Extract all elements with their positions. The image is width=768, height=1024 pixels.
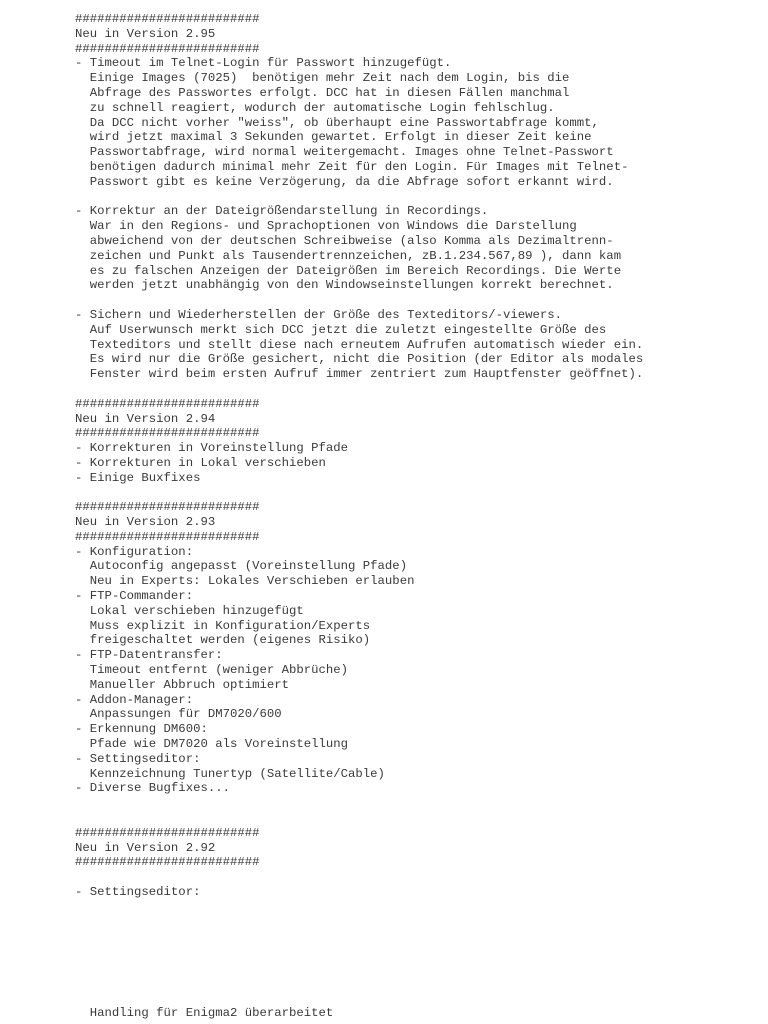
blank-line [75, 382, 643, 397]
version-heading: Neu in Version 2.93 [75, 515, 216, 530]
text-line: Kennzeichnung Tunertyp (Satellite/Cable) [75, 766, 385, 781]
changelog-item: - Sichern und Wiederherstellen der Größe des Texteditors/-viewers. [75, 307, 563, 322]
version-heading: Neu in Version 2.92 [75, 840, 216, 855]
separator-line: ######################### [75, 12, 260, 26]
text-line: abweichend von der deutschen Schreibweise (also Komma als Dezimaltrenn- [75, 233, 614, 248]
text-line: zu schnell reagiert, wodurch der automatische Login fehlschlug. [75, 100, 555, 115]
text-line: Passwortabfrage, wird normal weitergemacht. Images ohne Telnet-Passwort [75, 145, 614, 160]
text-line: Lokal verschieben hinzugefügt [75, 603, 304, 618]
separator-line: ######################### [75, 529, 260, 544]
changelog-item: - Settingseditor: [75, 751, 201, 766]
changelog-item: - Diverse Bugfixes... [75, 781, 230, 796]
blank-line [75, 293, 643, 308]
text-line: Einige Images (7025) benötigen mehr Zeit nach dem Login, bis die [75, 71, 570, 86]
text-line: es zu falschen Anzeigen der Dateigrößen im Bereich Recordings. Die Werte [75, 263, 622, 278]
text-line: Neu in Experts: Lokales Verschieben erlauben [75, 574, 415, 589]
version-heading: Neu in Version 2.95 [75, 26, 216, 41]
text-line: freigeschaltet werden (eigenes Risiko) [75, 633, 371, 648]
changelog-item: - Konfiguration: [75, 544, 194, 559]
text-line: Anpassungen für DM7020/600 [75, 707, 282, 722]
separator-line: ######################### [75, 41, 260, 56]
text-line: Es wird nur die Größe gesichert, nicht die Position (der Editor als modales [75, 352, 644, 367]
text-line: Pfade wie DM7020 als Voreinstellung [75, 737, 349, 752]
text-line: benötigen dadurch minimal mehr Zeit für den Login. Für Images mit Telnet- [75, 159, 629, 174]
changelog-item: - Korrekturen in Voreinstellung Pfade [75, 441, 349, 456]
separator-line: ######################### [75, 396, 260, 411]
text-line: Texteditors und stellt diese nach erneutem Aufrufen automatisch wieder ein. [75, 337, 644, 352]
changelog-item: - FTP-Datentransfer: [75, 648, 223, 663]
text-line: Da DCC nicht vorher "weiss", ob überhaupt eine Passwortabfrage kommt, [75, 115, 599, 130]
changelog-item: - Timeout im Telnet-Login für Passwort hinzugefügt. [75, 56, 452, 71]
changelog-item: - Settingseditor: [75, 885, 201, 900]
blank-line [75, 870, 643, 885]
text-line: Auf Userwunsch merkt sich DCC jetzt die zuletzt eingestellte Größe des [75, 322, 607, 337]
text-line: Timeout entfernt (weniger Abbrüche) [75, 663, 349, 678]
separator-line: ######################### [75, 855, 260, 870]
changelog-text [75, 12, 643, 900]
separator-line: ######################### [75, 426, 260, 441]
text-line: Muss explizit in Konfiguration/Experts [75, 618, 371, 633]
changelog-item: - Korrektur an der Dateigrößendarstellung in Recordings. [75, 204, 489, 219]
changelog-trailing-line: Handling für Enigma2 überarbeitet [75, 1006, 334, 1020]
changelog-item: - Korrekturen in Lokal verschieben [75, 455, 326, 470]
text-line: Abfrage des Passwortes erfolgt. DCC hat in diesen Fällen manchmal [75, 85, 570, 100]
text-line: Manueller Abbruch optimiert [75, 677, 290, 692]
text-line: wird jetzt maximal 3 Sekunden gewartet. Erfolgt in dieser Zeit keine [75, 130, 592, 145]
text-line: Autoconfig angepasst (Voreinstellung Pfade) [75, 559, 408, 574]
version-heading: Neu in Version 2.94 [75, 411, 216, 426]
separator-line: ######################### [75, 825, 260, 840]
text-line: Passwort gibt es keine Verzögerung, da die Abfrage sofort erkannt wird. [75, 174, 614, 189]
separator-line: ######################### [75, 500, 260, 515]
text-line: War in den Regions- und Sprachoptionen von Windows die Darstellung [75, 219, 577, 234]
text-line: zeichen und Punkt als Tausendertrennzeichen, zB.1.234.567,89 ), dann kam [75, 248, 622, 263]
changelog-item: - FTP-Commander: [75, 589, 194, 604]
changelog-item: - Erkennung DM600: [75, 722, 208, 737]
text-line: werden jetzt unabhängig von den Windowseinstellungen korrekt berechnet. [75, 278, 614, 293]
text-line: Fenster wird beim ersten Aufruf immer zentriert zum Hauptfenster geöffnet). [75, 367, 644, 382]
changelog-item: - Einige Buxfixes [75, 470, 201, 485]
blank-line [75, 796, 643, 811]
blank-line [75, 486, 643, 501]
changelog-item: - Addon-Manager: [75, 692, 194, 707]
blank-line [75, 190, 643, 205]
blank-line [75, 811, 643, 826]
